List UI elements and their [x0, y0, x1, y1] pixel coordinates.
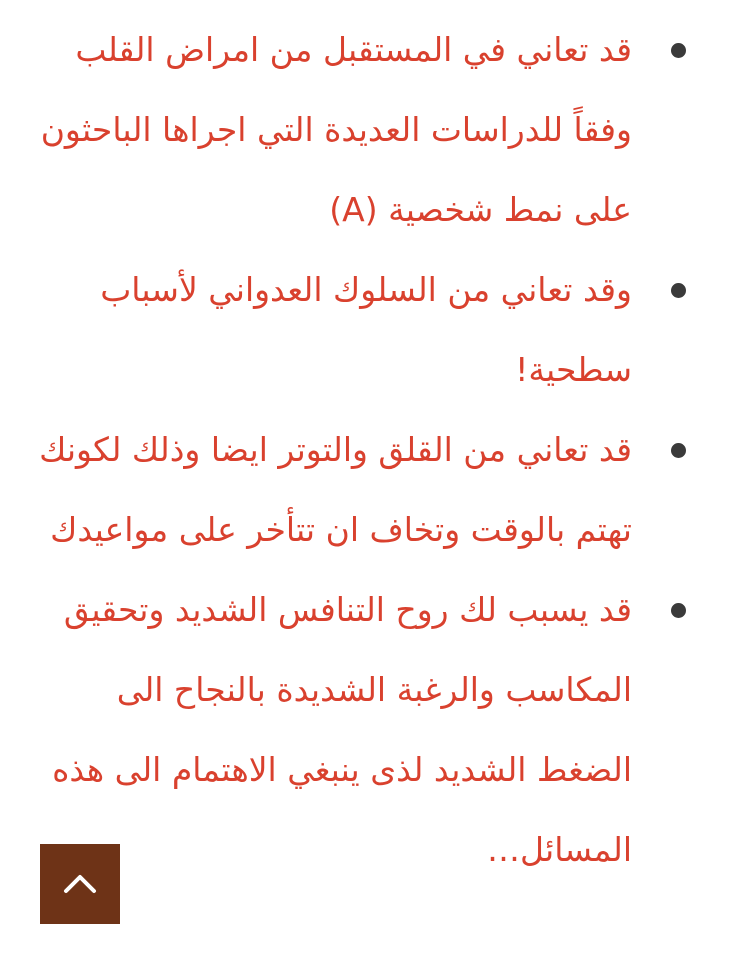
chevron-up-icon: [63, 874, 97, 894]
list-item-text: قد يسبب لك روح التنافس الشديد وتحقيق المكاسب والرغبة الشديدة بالنجاح الى الضغط الشديد لذى ينبغي الاهتمام الى هذه المسائل…: [52, 590, 632, 869]
bullet-dot-icon: [671, 443, 686, 458]
list-item: [14, 10, 632, 250]
list-item: [14, 250, 632, 410]
list-item-text: وقد تعاني من السلوك العدواني لأسباب سطحية!: [100, 270, 632, 389]
bullet-dot-icon: [671, 283, 686, 298]
back-to-top-button[interactable]: [40, 844, 120, 924]
bullet-dot-icon: [671, 43, 686, 58]
list-item: [14, 570, 632, 890]
list-item-text: قد تعاني في المستقبل من امراض القلب وفقاً للدراسات العديدة التي اجراها الباحثون على نمط شخصية (A): [40, 30, 632, 229]
bullet-list: [14, 10, 632, 890]
list-item: [14, 410, 632, 570]
bullet-dot-icon: [671, 603, 686, 618]
list-item-text: قد تعاني من القلق والتوتر ايضا وذلك لكونك تهتم بالوقت وتخاف ان تتأخر على مواعيدك: [39, 430, 632, 549]
